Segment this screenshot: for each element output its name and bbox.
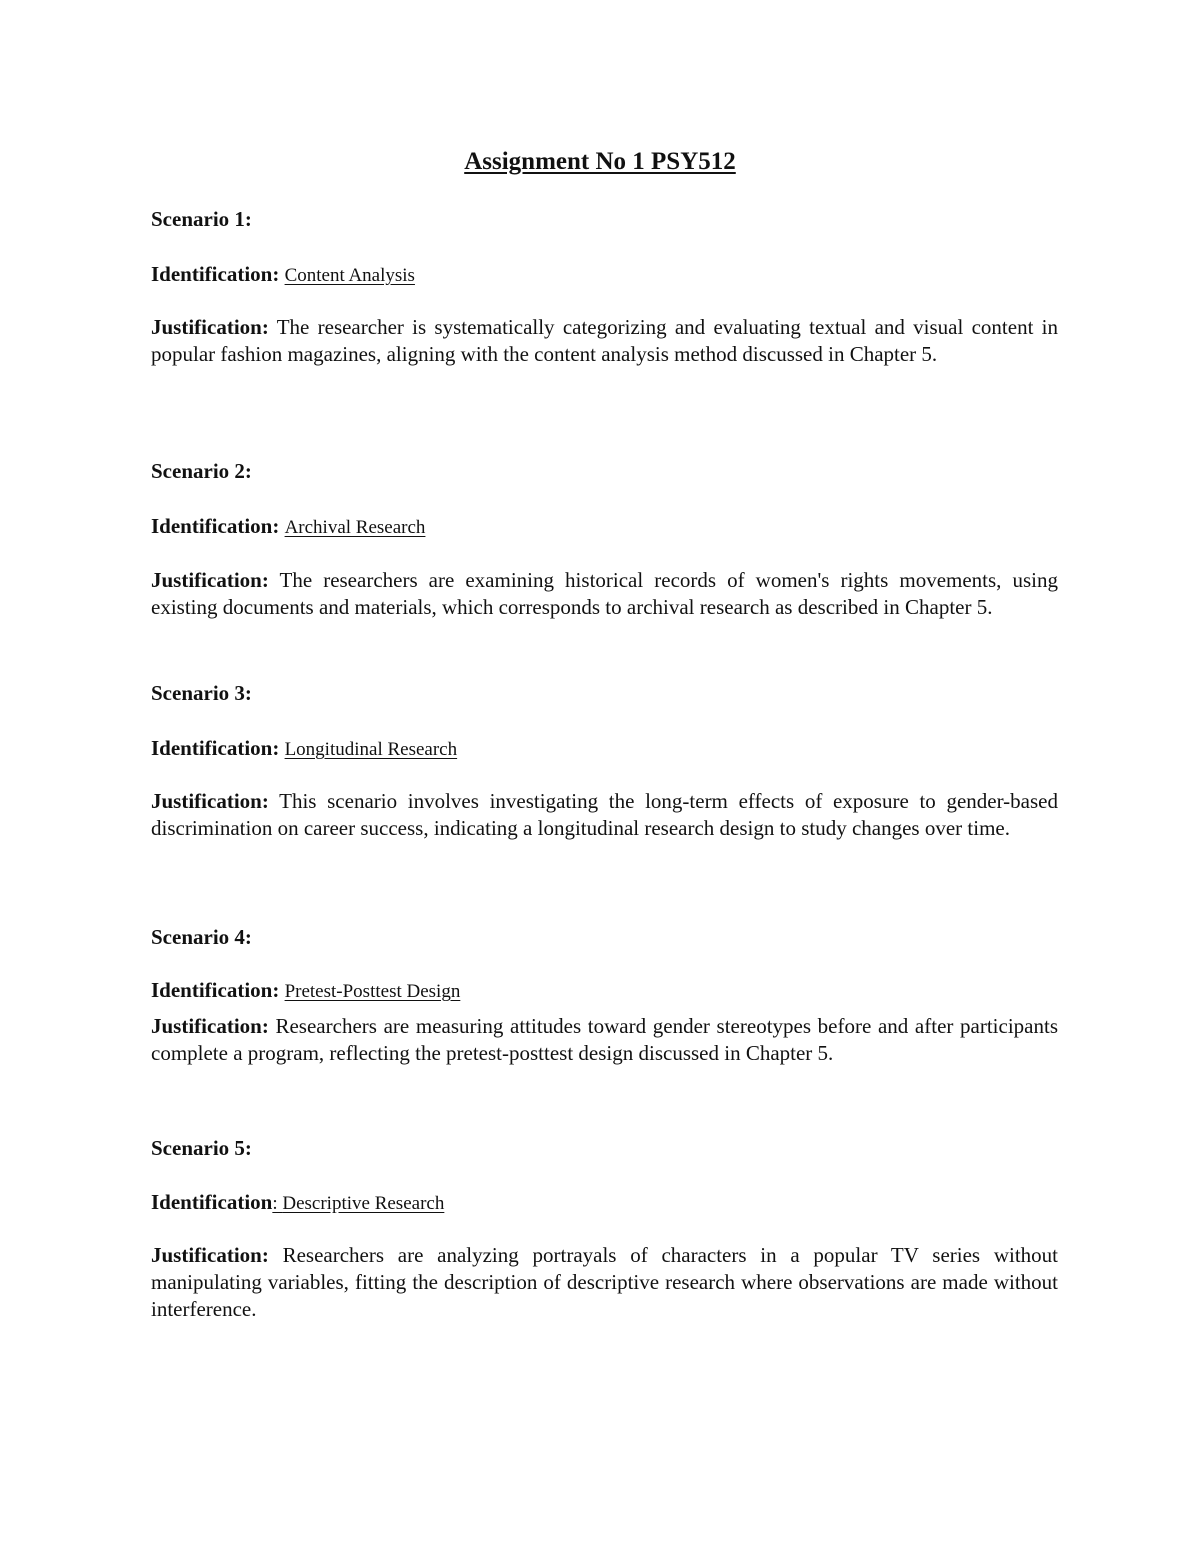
scenario-4-identification-value: Pretest-Posttest Design [284, 981, 461, 1002]
scenario-3-justification-text: This scenario involves investigating the long-term effects of exposure to gender-based discrimination on career success, indicating a longitudinal research design to study changes over time. [151, 789, 1058, 841]
identification-label: Identification [151, 1190, 273, 1214]
justification-label: Justification: [151, 1243, 269, 1267]
scenario-2-justification [151, 567, 1058, 621]
scenario-5-identification [151, 1189, 1058, 1217]
justification-label: Justification: [151, 1014, 269, 1038]
identification-label: Identification: [151, 978, 280, 1002]
identification-label: Identification: [151, 736, 280, 760]
justification-label: Justification: [151, 315, 269, 339]
scenario-5-justification [151, 1242, 1058, 1324]
identification-separator: : [272, 1193, 283, 1214]
scenario-3-identification [151, 735, 1058, 763]
scenario-5-heading: Scenario 5: [151, 1136, 252, 1160]
identification-label: Identification: [151, 262, 280, 286]
scenario-4-justification [151, 1013, 1058, 1067]
scenario-2-heading: Scenario 2: [151, 459, 252, 483]
document-body [151, 0, 1058, 1553]
scenario-3-heading: Scenario 3: [151, 681, 252, 705]
scenario-2-identification [151, 513, 1058, 541]
scenario-5-identification-value: Descriptive Research [282, 1193, 445, 1214]
justification-label: Justification: [151, 789, 269, 813]
document-title: Assignment No 1 PSY512 [464, 148, 736, 175]
scenario-4-identification [151, 977, 1058, 1005]
scenario-2-identification-value: Archival Research [284, 517, 426, 538]
scenario-2-justification-text: The researchers are examining historical records of women's rights movements, using existing documents and materials, which corresponds to archival research as described in Chapter 5. [151, 568, 1058, 620]
scenario-4-heading: Scenario 4: [151, 925, 252, 949]
justification-label: Justification: [151, 568, 269, 592]
scenario-1-justification [151, 314, 1058, 368]
scenario-1-identification [151, 261, 1058, 289]
scenario-1-justification-text: The researcher is systematically categorizing and evaluating textual and visual content in popular fashion magazines, aligning with the content analysis method discussed in Chapter 5. [151, 315, 1058, 367]
scenario-5-justification-text: Researchers are analyzing portrayals of characters in a popular TV series without manipulating variables, fitting the description of descriptive research where observations are made without interference. [151, 1243, 1059, 1322]
scenario-1-identification-value: Content Analysis [284, 265, 415, 286]
scenario-3-justification [151, 788, 1058, 842]
scenario-1-heading: Scenario 1: [151, 207, 252, 231]
scenario-3-identification-value: Longitudinal Research [284, 739, 458, 760]
scenario-4-justification-text: Researchers are measuring attitudes toward gender stereotypes before and after participants complete a program, reflecting the pretest-posttest design discussed in Chapter 5. [151, 1014, 1059, 1066]
identification-label: Identification: [151, 514, 280, 538]
